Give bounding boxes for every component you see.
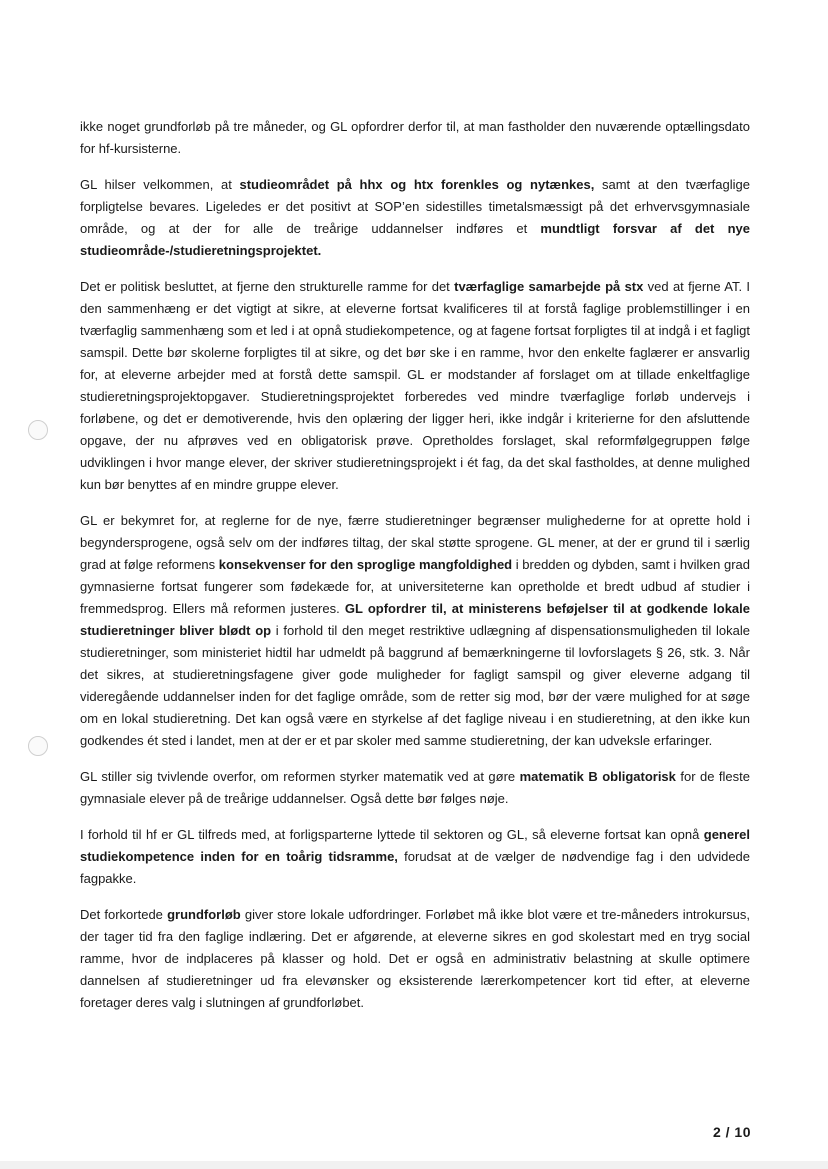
body-text: GL hilser velkommen, at bbox=[80, 177, 240, 192]
body-text: giver store lokale udfordringer. Forløbet må ikke blot være et tre-måneders introkursus, der tager tid fra den faglige indlæring. Det er afgørende, at eleverne sikres en god skolestart med en tryg social ramme, hvor de indplaceres på klasser og hold. Det er også en administrativ belastning at skulle optimere dannelsen af studieretninger ud fra elevønsker og eksisterende lærerkompetencer kort tid efter, at eleverne foretager deres valg i slutningen af grundforløbet. bbox=[80, 907, 750, 1010]
paragraph-optaellingsdato bbox=[80, 116, 750, 160]
paragraph-grundforloeb bbox=[80, 904, 750, 1014]
body-text: Det er politisk besluttet, at fjerne den strukturelle ramme for det bbox=[80, 279, 455, 294]
body-text: GL stiller sig tvivlende overfor, om reformen styrker matematik ved at gøre bbox=[80, 769, 520, 784]
emphasis-text: GL opfordrer til, at ministerens beføjelser til at godkende lokale studieretninger bliver blødt op bbox=[80, 601, 750, 638]
body-text: i forhold til den meget restriktive udlægning af dispensationsmuligheden til lokale studieretninger, som ministeriet hidtil har udmeldt på baggrund af bemærkningerne til lovforslagets § 26, stk. 3. Når det sikres, at studieretningsfagene giver gode muligheder for fagligt samspil og giver eleverne adgang til videregående uddannelser inden for det faglige område, som de retter sig mod, bør der være mulighed for at søge om en lokal studieretning. Det kan også være en styrkelse af det faglige niveau i en studieretning, at den ikke kun godkendes ét sted i landet, men at der er et par skoler med samme studieretning, der kan udveksle erfaringer. bbox=[80, 623, 750, 748]
emphasis-text: konsekvenser for den sproglige mangfoldighed bbox=[218, 557, 513, 572]
paragraph-studieomraadet bbox=[80, 174, 750, 262]
body-text: samt at den tværfaglige forpligtelse bevares. Ligeledes er det positivt at SOP’en sidestilles timetalsmæssigt på det erhvervsgymnasiale område, og at der for alle de treårige uddannelser indføres et bbox=[80, 177, 750, 236]
paragraph-sproglig-mangfoldighed bbox=[80, 510, 750, 752]
punch-hole-lower bbox=[28, 736, 48, 756]
body-text: Det forkortede bbox=[80, 907, 168, 922]
document-body bbox=[80, 116, 750, 1028]
paragraph-tvaerfagligt-samarbejde bbox=[80, 276, 750, 496]
emphasis-text: generel studiekompetence inden for en toårig tidsramme, bbox=[80, 827, 750, 864]
body-text: I forhold til hf er GL tilfreds med, at forligsparterne lyttede til sektoren og GL, så eleverne fortsat kan opnå bbox=[80, 827, 704, 842]
body-text: GL er bekymret for, at reglerne for de nye, færre studieretninger begrænser mulighederne for at oprette hold i begyndersprogene, også selv om der indføres tiltag, der skal støtte sprogene. GL mener, at der er grund til i særlig grad at følge reformens bbox=[80, 513, 750, 572]
emphasis-text: tværfaglige samarbejde på stx bbox=[454, 279, 644, 294]
body-text: i bredden og dybden, samt i hvilken grad gymnasierne fortsat fungerer som fødekæde for, at universiteterne kan opretholde et bredt udbud af studier i fremmedsprog. Ellers må reformen justeres. bbox=[80, 557, 751, 616]
emphasis-text: studieområdet på hhx og htx forenkles og nytænkes, bbox=[239, 177, 595, 192]
emphasis-text: grundforløb bbox=[167, 907, 241, 922]
body-text: forudsat at de vælger de nødvendige fag i den udvidede fagpakke. bbox=[80, 849, 751, 886]
body-text: ikke noget grundforløb på tre måneder, og GL opfordrer derfor til, at man fastholder den nuværende optællingsdato for hf-kursisterne. bbox=[80, 119, 750, 156]
body-text: ved at fjerne AT. I den sammenhæng er det vigtigt at sikre, at eleverne fortsat kvalificeres til at forstå faglige problemstillinger i en tværfaglig sammenhæng som et led i at opnå studiekompetence, og at fagene fortsat forpligtes til at indgå i et fagligt samspil. Dette bør skolerne forpligtes til at sikre, og det bør ske i en ramme, hvor den enkelte faglærer er ansvarlig for, at eleverne arbejder med at forstå dette samspil. GL er modstander af forslaget om at tillade enkeltfaglige studieretningsprojektopgaver. Studieretningsprojektet forberedes ved mindre tværfaglige forløb undervejs i forløbene, og det er demotiverende, hvis den oplæring der ligger heri, ikke indgår i kriterierne for den afsluttende opgave, der nu afprøves ved en obligatorisk prøve. Opretholdes forslaget, skal reformfølgegruppen følge udviklingen i hvor mange elever, der skriver studieretningsprojekt i ét fag, da det skal fastholdes, at denne mulighed kun bør benyttes af en mindre gruppe elever. bbox=[80, 279, 750, 492]
paragraph-hf-studiekompetence bbox=[80, 824, 750, 890]
paragraph-matematik-b bbox=[80, 766, 750, 810]
emphasis-text: matematik B obligatorisk bbox=[519, 769, 676, 784]
page-number: 2 / 10 bbox=[712, 1124, 751, 1140]
body-text: for de fleste gymnasiale elever på de treårige uddannelser. Også dette bør følges nøje. bbox=[80, 769, 750, 806]
emphasis-text: mundtligt forsvar af det nye studieområde-/studieretningsprojektet. bbox=[80, 221, 750, 258]
page-bottom-edge bbox=[0, 1161, 828, 1169]
punch-hole-upper bbox=[28, 420, 48, 440]
